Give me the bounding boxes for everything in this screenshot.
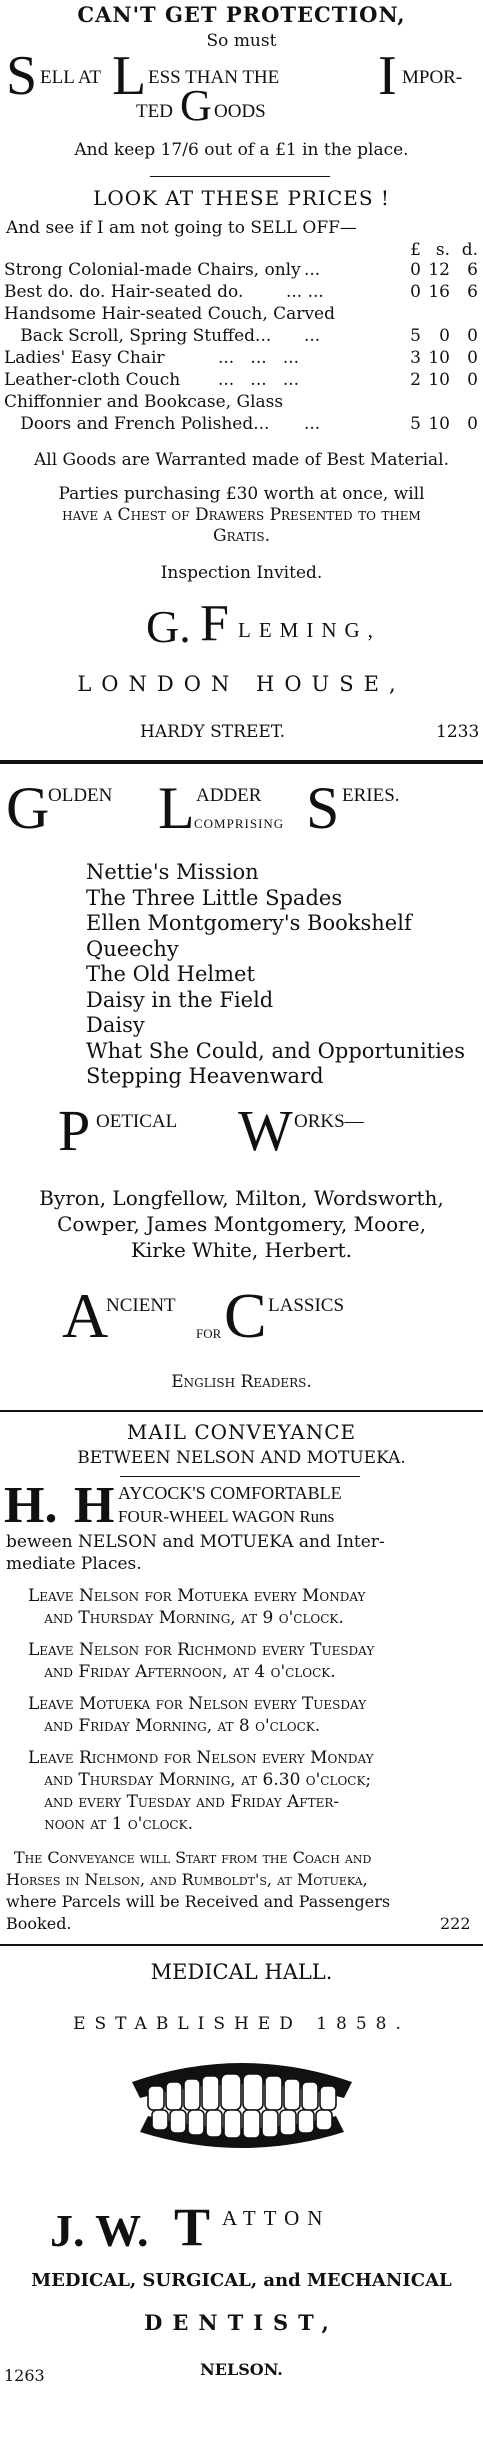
ted-text: TED xyxy=(136,101,173,122)
leader-dots: ... ... ... xyxy=(218,370,300,390)
drop-cap-t: T xyxy=(174,2197,211,2257)
book-title: Nettie's Mission xyxy=(86,860,259,884)
price-pence: 0 xyxy=(467,414,478,434)
keep-line: And keep 17/6 out of a £1 in the place. xyxy=(74,140,409,160)
medical-hall-title: MEDICAL HALL. xyxy=(150,1960,333,1984)
price-row xyxy=(4,282,479,304)
leader-dots: ... xyxy=(304,414,321,434)
drop-cap-s: S xyxy=(6,45,38,107)
haycock-line-2: FOUR-WHEEL WAGON Runs xyxy=(118,1507,335,1526)
name-jw: J. W. xyxy=(50,2205,149,2256)
ref-number: 222 xyxy=(440,1914,471,1933)
price-pounds: 5 xyxy=(410,414,421,434)
less-text: ESS THAN THE xyxy=(148,67,280,88)
poets-line-2: Cowper, James Montgomery, Moore, xyxy=(57,1212,426,1236)
item-label: Chiffonnier and Bookcase, Glass xyxy=(4,392,284,412)
closing-line-2: Horses in Nelson, and Rumboldt's, at Motueka, xyxy=(6,1870,368,1889)
book-title: Ellen Montgomery's Bookshelf xyxy=(86,911,412,935)
closing-line-3: where Parcels will be Received and Passengers xyxy=(6,1892,391,1911)
drop-cap-i: I xyxy=(378,45,397,107)
ref-number: 1263 xyxy=(4,2366,45,2385)
price-row xyxy=(4,414,479,436)
established-line: ESTABLISHED 1858. xyxy=(73,2014,410,2034)
dentist-line: DENTIST, xyxy=(144,2310,339,2335)
haycock-line-1: AYCOCK'S COMFORTABLE xyxy=(118,1483,342,1503)
price-row xyxy=(4,392,479,414)
golden-text: OLDEN xyxy=(48,785,113,806)
schedule-line: and Friday Morning, at 8 o'clock. xyxy=(28,1716,321,1736)
english-readers: English Readers. xyxy=(171,1372,312,1392)
drop-cap-p: P xyxy=(58,1098,91,1163)
drop-cap-l: L xyxy=(112,45,147,107)
drop-cap-a: A xyxy=(62,1280,109,1351)
book-title: Daisy in the Field xyxy=(86,987,274,1012)
parties-line-3: Gratis. xyxy=(213,526,270,546)
price-row xyxy=(4,260,479,282)
book-title: Daisy xyxy=(86,1013,145,1037)
book-title: The Three Little Spades xyxy=(86,885,343,910)
hardy-street: HARDY STREET. xyxy=(140,722,286,742)
ladder-text: ADDER xyxy=(196,785,262,806)
sell-text: ELL AT xyxy=(40,67,102,88)
price-row xyxy=(4,326,479,348)
ancient-text: NCIENT xyxy=(106,1295,176,1316)
headline: CAN'T GET PROTECTION, xyxy=(77,2,406,27)
price-pounds: 0 xyxy=(410,282,421,302)
schedule-line: and Thursday Morning, at 6.30 o'clock; xyxy=(28,1770,372,1790)
leader-dots: ... ... xyxy=(286,282,324,302)
schedule-line: and every Tuesday and Friday After- xyxy=(28,1792,340,1812)
nelson-line: NELSON. xyxy=(200,2360,283,2379)
price-pounds: 3 xyxy=(410,348,421,368)
price-pence: 0 xyxy=(467,326,478,346)
price-row xyxy=(4,348,479,370)
so-must: So must xyxy=(206,31,277,51)
drop-cap-h: H xyxy=(74,1477,115,1534)
poets-line-1: Byron, Longfellow, Milton, Wordsworth, xyxy=(39,1186,444,1210)
book-title: Stepping Heavenward xyxy=(86,1064,324,1088)
item-label: Back Scroll, Spring Stuffed... xyxy=(4,326,272,346)
drop-cap-w: W xyxy=(238,1098,293,1163)
schedule-line: Leave Richmond for Nelson every Monday xyxy=(28,1748,374,1768)
item-label: Doors and French Polished... xyxy=(4,414,270,434)
divider xyxy=(0,1410,483,1412)
price-pence: 6 xyxy=(467,260,478,280)
book-title: The Old Helmet xyxy=(86,962,255,986)
item-label: Handsome Hair-seated Couch, Carved xyxy=(4,304,335,324)
item-label: Best do. do. Hair-seated do. xyxy=(4,282,244,302)
item-label: Ladies' Easy Chair xyxy=(4,348,165,368)
divider xyxy=(120,1476,360,1477)
see-line: And see if I am not going to SELL OFF— xyxy=(6,218,357,238)
poetical-text: OETICAL xyxy=(96,1111,178,1132)
book-title: Queechy xyxy=(86,936,179,961)
item-label: Strong Colonial-made Chairs, only xyxy=(4,260,301,280)
price-row xyxy=(4,370,479,392)
classics-text: LASSICS xyxy=(268,1295,345,1316)
parties-line-1: Parties purchasing £30 worth at once, will xyxy=(58,484,425,504)
closing-line-1: The Conveyance will Start from the Coach and xyxy=(14,1848,372,1867)
poets-line-3: Kirke White, Herbert. xyxy=(130,1238,353,1262)
name-rest: LEMING, xyxy=(238,618,381,642)
parties-line-2: have a Chest of Drawers Presented to them xyxy=(62,505,421,525)
mail-title: MAIL CONVEYANCE xyxy=(126,1420,357,1444)
price-pounds: 5 xyxy=(410,326,421,346)
initial-h: H. xyxy=(4,1477,58,1534)
haycock-line-4: mediate Places. xyxy=(6,1554,142,1574)
price-pounds: 2 xyxy=(410,370,421,390)
dentures-icon xyxy=(122,2052,362,2162)
item-label: Leather-cloth Couch xyxy=(4,370,181,390)
drop-cap-f: F xyxy=(200,595,229,652)
series-text: ERIES. xyxy=(342,785,400,806)
inspection-line: Inspection Invited. xyxy=(160,563,323,583)
drop-cap-s: S xyxy=(306,775,340,841)
price-pounds: 0 xyxy=(410,260,421,280)
book-list xyxy=(86,860,465,1090)
ref-number: 1233 xyxy=(436,722,480,742)
name-rest: ATTON xyxy=(222,2206,331,2230)
pence-header: d. xyxy=(461,240,478,260)
closing-line-4: Booked. xyxy=(6,1914,72,1933)
schedule-line: noon at 1 o'clock. xyxy=(28,1814,193,1834)
haycock-line-3: beween NELSON and MOTUEKA and Inter- xyxy=(6,1532,385,1552)
pounds-header: £ xyxy=(410,240,421,260)
look-prices: LOOK AT THESE PRICES ! xyxy=(93,186,390,210)
imported-text: MPOR- xyxy=(402,67,463,88)
goods-text: OODS xyxy=(214,101,266,122)
leader-dots: ... xyxy=(304,326,321,346)
price-pence: 6 xyxy=(467,282,478,302)
drop-cap-l: L xyxy=(158,775,195,841)
currency-header xyxy=(4,240,479,262)
for-text: FOR xyxy=(196,1326,222,1341)
book-title: What She Could, and Opportunities xyxy=(86,1038,466,1063)
schedule-line: and Thursday Morning, at 9 o'clock. xyxy=(28,1608,344,1628)
comprising-text: COMPRISING xyxy=(194,816,285,831)
profession-line: MEDICAL, SURGICAL, and MECHANICAL xyxy=(31,2270,452,2291)
price-shillings: 0 xyxy=(439,326,450,346)
mail-subtitle: BETWEEN NELSON AND MOTUEKA. xyxy=(77,1448,406,1468)
drop-cap-g: G xyxy=(6,775,50,841)
london-house: LONDON HOUSE, xyxy=(77,672,406,696)
price-shillings: 16 xyxy=(428,282,450,302)
price-shillings: 10 xyxy=(428,414,450,434)
price-pence: 0 xyxy=(467,370,478,390)
schedule-line: Leave Nelson for Motueka every Monday xyxy=(28,1586,366,1606)
schedule-line: and Friday Afternoon, at 4 o'clock. xyxy=(28,1662,336,1682)
drop-cap-g: G xyxy=(180,81,212,130)
schedule-line: Leave Motueka for Nelson every Tuesday xyxy=(28,1694,367,1714)
divider xyxy=(150,176,330,177)
divider xyxy=(0,760,483,764)
price-row xyxy=(4,304,479,326)
drop-cap-c: C xyxy=(224,1280,267,1351)
price-pence: 0 xyxy=(467,348,478,368)
schedule-line: Leave Nelson for Richmond every Tuesday xyxy=(28,1640,375,1660)
shillings-header: s. xyxy=(435,240,450,260)
divider xyxy=(0,1944,483,1946)
name-g: G. xyxy=(146,601,191,652)
warranted-line: All Goods are Warranted made of Best Material. xyxy=(33,450,449,470)
price-shillings: 10 xyxy=(428,370,450,390)
price-shillings: 10 xyxy=(428,348,450,368)
leader-dots: ... xyxy=(304,260,321,280)
works-text: ORKS— xyxy=(294,1111,364,1132)
price-shillings: 12 xyxy=(428,260,450,280)
leader-dots: ... ... ... xyxy=(218,348,300,368)
